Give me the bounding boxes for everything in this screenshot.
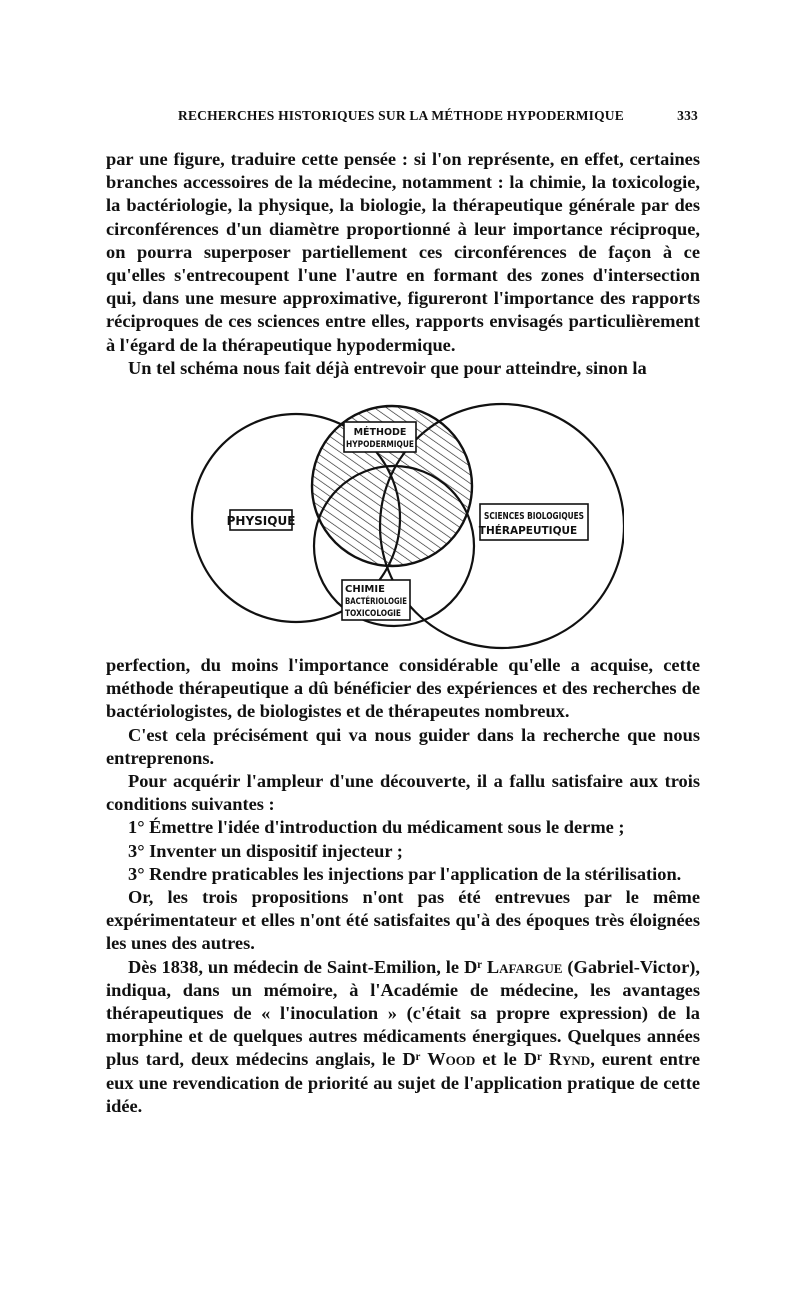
list-item: 3° Inventer un dispositif injecteur ; (128, 840, 403, 861)
label-chimie (342, 580, 422, 620)
label-methode-line1: MÉTHODE (353, 427, 407, 438)
label-sciences-biologiques (479, 504, 588, 540)
paragraph: Pour acquérir l'ampleur d'une découverte, il a fallu satisfaire aux trois conditions suivantes : (106, 771, 700, 815)
text-block-bottom (106, 654, 700, 1118)
label-chimie-line2: BACTÉRIOLOGIE (345, 597, 422, 607)
label-sciences-line1: SCIENCES BIOLOGIQUES (484, 511, 585, 522)
list-item: 1° Émettre l'idée d'introduction du médicament sous le derme ; (128, 817, 625, 838)
person-name: Wood (427, 1049, 476, 1070)
running-header (178, 108, 698, 132)
paragraph-continued: perfection, du moins l'importance considérable qu'elle a acquise, cette méthode thérapeutique a dû bénéficier des expériences et des recherches de bactériologistes, de biologistes et de thérapeutes nombreux. (106, 655, 700, 722)
para-segment: Dès 1838, un médecin de Saint-Emilion, le Dʳ (128, 956, 487, 977)
label-physique-text: PHYSIQUE (226, 514, 296, 528)
para-segment: (Gabriel-Victor), indiqua, dans un mémoire, à l'Académie de médecine, les avantages thérapeutiques de « l'inoculation » (c'était sa propre expression) de la morphine et de quelques autres médicaments énergiques. Quelques années plus tard, deux médecins anglais, le Dʳ (106, 956, 700, 1070)
para-segment: et le Dʳ (475, 1049, 549, 1070)
person-name: Rynd (548, 1049, 591, 1070)
page-number: 333 (677, 108, 698, 123)
venn-diagram (184, 386, 624, 656)
paragraph: Or, les trois propositions n'ont pas été entrevues par le même expérimentateur et elles n'ont été satisfaites qu'à des époques très éloignées les unes des autres. (106, 887, 700, 954)
label-methode-line2: HYPODERMIQUE (346, 440, 415, 450)
label-chimie-line1: CHIMIE (345, 584, 385, 595)
list-item: 3° Rendre praticables les injections par l'application de la stérilisation. (128, 863, 682, 884)
label-methode-hypodermique (344, 422, 416, 452)
paragraph: C'est cela précisément qui va nous guider dans la recherche que nous entreprenons. (106, 724, 700, 768)
para-segment: , eurent entre eux une revendication de priorité au sujet de l'application pratique de cette idée. (106, 1049, 700, 1116)
running-title: RECHERCHES HISTORIQUES SUR LA MÉTHODE HYPODERMIQUE (178, 108, 624, 123)
paragraph (106, 956, 700, 1118)
person-name: Lafargue (486, 956, 563, 977)
label-sciences-line2: THÉRAPEUTIQUE (478, 525, 578, 537)
paragraph-start: Un tel schéma nous fait déjà entrevoir que pour atteindre, sinon la (128, 357, 647, 378)
text-block-top (106, 148, 700, 380)
paragraph: par une figure, traduire cette pensée : si l'on représente, en effet, certaines branches accessoires de la médecine, notamment : la chimie, la toxicologie, la bactériologie, la physique, la biologie, la thérapeutique générale par des circonférences d'un diamètre proportionné à leur importance réciproque, on pourra superposer partiellement ces circonférences de façon à ce qu'elles s'entrecoupent l'une l'autre en formant des zones d'intersection qui, dans une mesure approximative, figureront l'importance des rapports réciproques de ces sciences entre elles, rapports envisagés particulièrement à l'égard de la thérapeutique hypodermique. (106, 149, 700, 355)
label-physique (227, 510, 296, 530)
label-chimie-line3: TOXICOLOGIE (345, 609, 402, 619)
